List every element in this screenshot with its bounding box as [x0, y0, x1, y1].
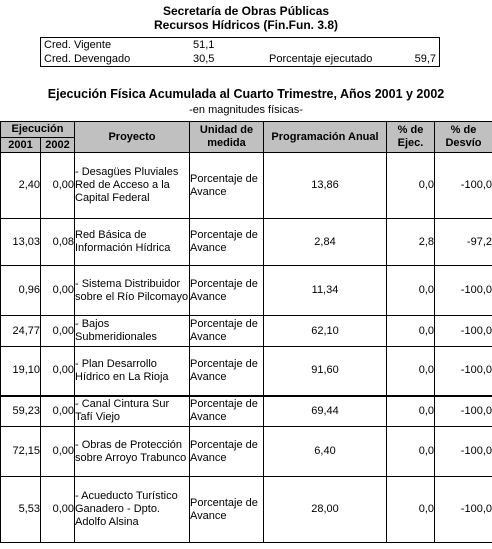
table-row	[1, 396, 492, 427]
unit: Porcentaje de Avance	[190, 316, 264, 347]
project-name: - Obras de Protección sobre Arroyo Trabunco	[75, 427, 190, 477]
value-2001: 2,40	[1, 153, 41, 219]
value-2001: 59,23	[1, 396, 41, 427]
table-row	[1, 219, 492, 266]
value-2001: 5,53	[1, 477, 41, 543]
table-row	[1, 316, 492, 347]
project-name: - Sistema Distribuidor sobre el Río Pilcomayo	[75, 266, 190, 316]
value-2002: 0,00	[41, 316, 75, 347]
project-name: - Desagües Pluviales Red de Acceso a la Capital Federal	[75, 153, 190, 219]
value-2002: 0,00	[41, 477, 75, 543]
pct-executed: 0,0	[387, 316, 435, 347]
section-subtitle: -en magnitudes físicas-	[189, 104, 303, 116]
annual-programming: 6,40	[264, 427, 387, 477]
annual-programming: 69,44	[264, 396, 387, 427]
unit: Porcentaje de Avance	[190, 153, 264, 219]
header-2001: 2001	[1, 138, 41, 153]
pct-deviation: -100,0	[435, 347, 492, 396]
pct-executed: 0,0	[387, 396, 435, 427]
header-pct-ejec: % de Ejec.	[387, 122, 435, 153]
unit: Porcentaje de Avance	[190, 396, 264, 427]
value-2001: 0,96	[1, 266, 41, 316]
pct-executed: 0,0	[387, 347, 435, 396]
value-2001: 19,10	[1, 347, 41, 396]
credit-devengado-label: Cred. Devengado	[44, 53, 131, 65]
value-2002: 0,00	[41, 396, 75, 427]
credit-vigente-value: 51,1	[193, 39, 215, 51]
value-2002: 0,00	[41, 266, 75, 316]
project-name: Red Básica de Información Hídrica	[75, 219, 190, 266]
project-name: - Plan Desarrollo Hídrico en La Rioja	[75, 347, 190, 396]
table-row	[1, 347, 492, 396]
annual-programming: 11,34	[264, 266, 387, 316]
pct-executed: 2,8	[387, 219, 435, 266]
project-name: - Acueducto Turístico Ganadero - Dpto. Adolfo Alsina	[75, 477, 190, 543]
annual-programming: 2,84	[264, 219, 387, 266]
execution-table	[0, 121, 492, 543]
value-2002: 0,00	[41, 347, 75, 396]
unit: Porcentaje de Avance	[190, 219, 264, 266]
value-2001: 13,03	[1, 219, 41, 266]
value-2001: 72,15	[1, 427, 41, 477]
pct-deviation: -100,0	[435, 266, 492, 316]
header-unidad: Unidad de medida	[190, 122, 264, 153]
pct-deviation: -100,0	[435, 477, 492, 543]
annual-programming: 28,00	[264, 477, 387, 543]
agency-title: Secretaría de Obras Públicas	[162, 4, 330, 18]
project-name: - Canal Cintura Sur Tafí Viejo	[75, 396, 190, 427]
program-title: Recursos Hídricos (Fin.Fun. 3.8)	[153, 18, 339, 32]
annual-programming: 13,86	[264, 153, 387, 219]
table-row	[1, 477, 492, 543]
pct-executed: 0,0	[387, 477, 435, 543]
pct-deviation: -97,2	[435, 219, 492, 266]
unit: Porcentaje de Avance	[190, 266, 264, 316]
section-title: Ejecución Física Acumulada al Cuarto Trimestre, Años 2001 y 2002	[47, 87, 445, 101]
pct-executed: 0,0	[387, 153, 435, 219]
credit-vigente-label: Cred. Vigente	[44, 39, 112, 51]
header-ejecucion: Ejecución	[1, 122, 75, 138]
pct-deviation: -100,0	[435, 153, 492, 219]
table-row	[1, 427, 492, 477]
value-2002: 0,08	[41, 219, 75, 266]
percent-executed-value: 59,7	[414, 53, 436, 65]
header-2002: 2002	[41, 138, 75, 153]
table-row	[1, 153, 492, 219]
annual-programming: 91,60	[264, 347, 387, 396]
project-name: - Bajos Submeridionales	[75, 316, 190, 347]
header-proyecto: Proyecto	[75, 122, 190, 153]
pct-deviation: -100,0	[435, 427, 492, 477]
value-2002: 0,00	[41, 153, 75, 219]
unit: Porcentaje de Avance	[190, 477, 264, 543]
value-2002: 0,00	[41, 427, 75, 477]
table-row	[1, 266, 492, 316]
unit: Porcentaje de Avance	[190, 347, 264, 396]
header-programacion: Programación Anual	[264, 122, 387, 153]
percent-executed-label: Porcentaje ejecutado	[269, 53, 373, 65]
value-2001: 24,77	[1, 316, 41, 347]
pct-deviation: -100,0	[435, 316, 492, 347]
unit: Porcentaje de Avance	[190, 427, 264, 477]
pct-executed: 0,0	[387, 266, 435, 316]
pct-executed: 0,0	[387, 427, 435, 477]
credit-summary-box	[40, 37, 440, 67]
header-pct-desvio: % de Desvío	[435, 122, 492, 153]
credit-devengado-value: 30,5	[193, 53, 215, 65]
pct-deviation: -100,0	[435, 396, 492, 427]
annual-programming: 62,10	[264, 316, 387, 347]
